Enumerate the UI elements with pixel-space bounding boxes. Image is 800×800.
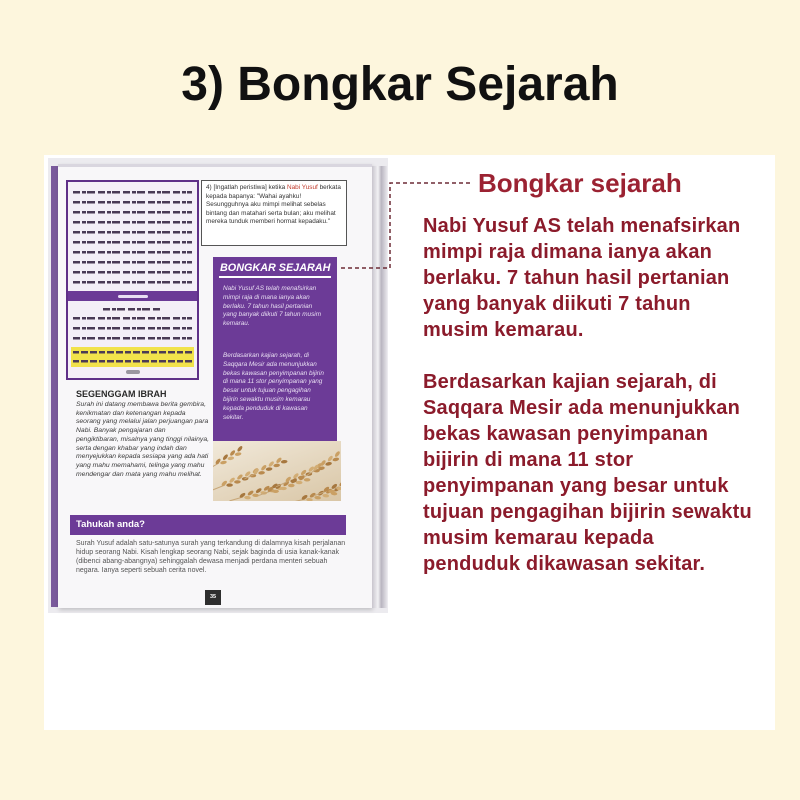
bongkar-sejarah-heading: BONGKAR SEJARAH [220, 262, 331, 274]
wheat-grain [222, 454, 229, 461]
callout-heading: Bongkar sejarah [478, 168, 682, 198]
wheat-grain [332, 457, 339, 462]
verse-prefix: 4) [Ingatlah peristiwa] ketika [206, 184, 287, 191]
wheat-grain [281, 460, 288, 464]
wheat-grain [244, 496, 251, 500]
bongkar-paragraph-2: Berdasarkan kajian sejarah, di Saqqara Mesir ada menunjukkan bekas kawasan penyimpanan bijirin di mana 11 stor penyimpanan yang besar untuk tujuan pengagihan bijirin sewaktu musim kemarau kepada penduduk di kawasan sekitar. [223, 352, 324, 421]
callout-line: tujuan pengagihan bijirin sewaktu [423, 501, 752, 523]
tahukah-anda-heading: Tahukah anda? [76, 519, 145, 530]
wheat-grain [288, 484, 295, 487]
verse-highlight: Nabi Yusuf [287, 184, 318, 191]
callout-paragraph-2 [423, 369, 752, 577]
wheat-grain [236, 445, 243, 452]
bongkar-sejarah-box [213, 257, 337, 441]
wheat-grain [325, 461, 332, 466]
arabic-verse-text [73, 187, 192, 289]
callout-line: bijirin di mana 11 stor [423, 449, 634, 471]
wheat-grain [334, 450, 341, 457]
segenggam-ibrah-heading: SEGENGGAM IBRAH [76, 389, 167, 399]
verse-rest: berkata kepada bapanya: "Wahai ayahku! Sesungguhnya aku mimpi melihat sebelas bintang dan matahari serta bulan; aku melihat mereka tunduk memberi hormat kepadaku." [206, 184, 341, 226]
arabic-verse-text-lower [73, 313, 192, 346]
arabic-verse-block [66, 180, 199, 380]
callout-line: musim kemarau. [423, 319, 584, 341]
callout-paragraph-1 [423, 213, 740, 343]
wheat-stem [213, 463, 219, 470]
highlighted-verse [71, 347, 194, 367]
wheat-grain [229, 449, 236, 456]
callout-line: penyimpanan yang besar untuk [423, 475, 729, 497]
surah-header-ornament [118, 295, 148, 298]
segenggam-ibrah-text: Surah ini datang membawa berita gembira, kenikmatan dan ketenangan kepada seorang yang melalui jalan perjuangan para Nabi. Banyak pengajaran dan pengiktibaran, misalnya yang tinggi nilainya, serta dengan khabar yang indah dan menyejukkan kepada sesiapa yang ada hati yang mahu memahami, telinga yang mahu mendengar dan mata yang mahu melihat. [76, 401, 209, 478]
wheat-grain [226, 483, 233, 487]
verse-translation-box [201, 180, 347, 246]
wheat-grain [266, 467, 273, 471]
wheat-grain [220, 460, 227, 464]
wheat-icon [213, 441, 341, 501]
callout-line: Berdasarkan kajian sejarah, di [423, 371, 717, 393]
bongkar-paragraph-1: Nabi Yusuf AS telah menafsirkan mimpi raja di mana ianya akan berlaku. 7 tahun hasil pertanian yang banyak diikuti 7 tahun musim kemarau. [223, 285, 322, 328]
callout-line: berlaku. 7 tahun hasil pertanian [423, 267, 730, 289]
callout-line: Saqqara Mesir ada menunjukkan [423, 397, 741, 419]
tahukah-anda-text: Surah Yusuf adalah satu-satunya surah yang terkandung di dalamnya kisah perjalanan hidup seorang Nabi. Kisah lengkap seorang Nabi, sejak baginda di usia kanak-kanak (dibenci abang-abangnya) sehinggalah dewasa menjadi perdana menteri sebuah negara. Ianya seperti sebuah cerita novel. [76, 540, 346, 574]
wheat-grain [327, 455, 334, 462]
highlighted-verse-text [73, 348, 192, 366]
wheat-grain [227, 456, 234, 460]
wheat-grain [235, 452, 242, 456]
callout-line: bekas kawasan penyimpanan [423, 423, 709, 445]
wheat-grain [280, 487, 287, 490]
surah-header-band [68, 291, 197, 301]
page-title: 3) Bongkar Sejarah [181, 58, 619, 111]
wheat-grain [314, 496, 321, 500]
wheat-grain [234, 480, 241, 484]
callout-line: penduduk dikawasan sekitar. [423, 553, 706, 575]
callout-line: yang banyak diikuti 7 tahun [423, 293, 691, 315]
verse-reference-mark [126, 370, 140, 374]
callout-line: mimpi raja dimana ianya akan [423, 241, 713, 263]
wheat-grain [273, 463, 280, 467]
tahukah-anda-bar [70, 515, 346, 535]
wheat-grain [258, 471, 265, 475]
bismillah-line [103, 304, 162, 312]
callout-line: Nabi Yusuf AS telah menafsirkan [423, 215, 741, 237]
wheat-grain [322, 494, 329, 498]
wheat-grain [272, 490, 279, 493]
page-number: 35 [205, 590, 221, 605]
heading-divider [219, 276, 331, 278]
wheat-grain [328, 490, 335, 493]
wheat-grain [275, 457, 282, 464]
wheat-grain [260, 464, 267, 471]
wheat-grain [306, 498, 313, 501]
wheat-grain [296, 481, 303, 484]
callout-line: musim kemarau kepada [423, 527, 654, 549]
wheat-grain [268, 460, 275, 467]
wheat-grain [304, 478, 311, 481]
wheat-grain [339, 480, 341, 487]
